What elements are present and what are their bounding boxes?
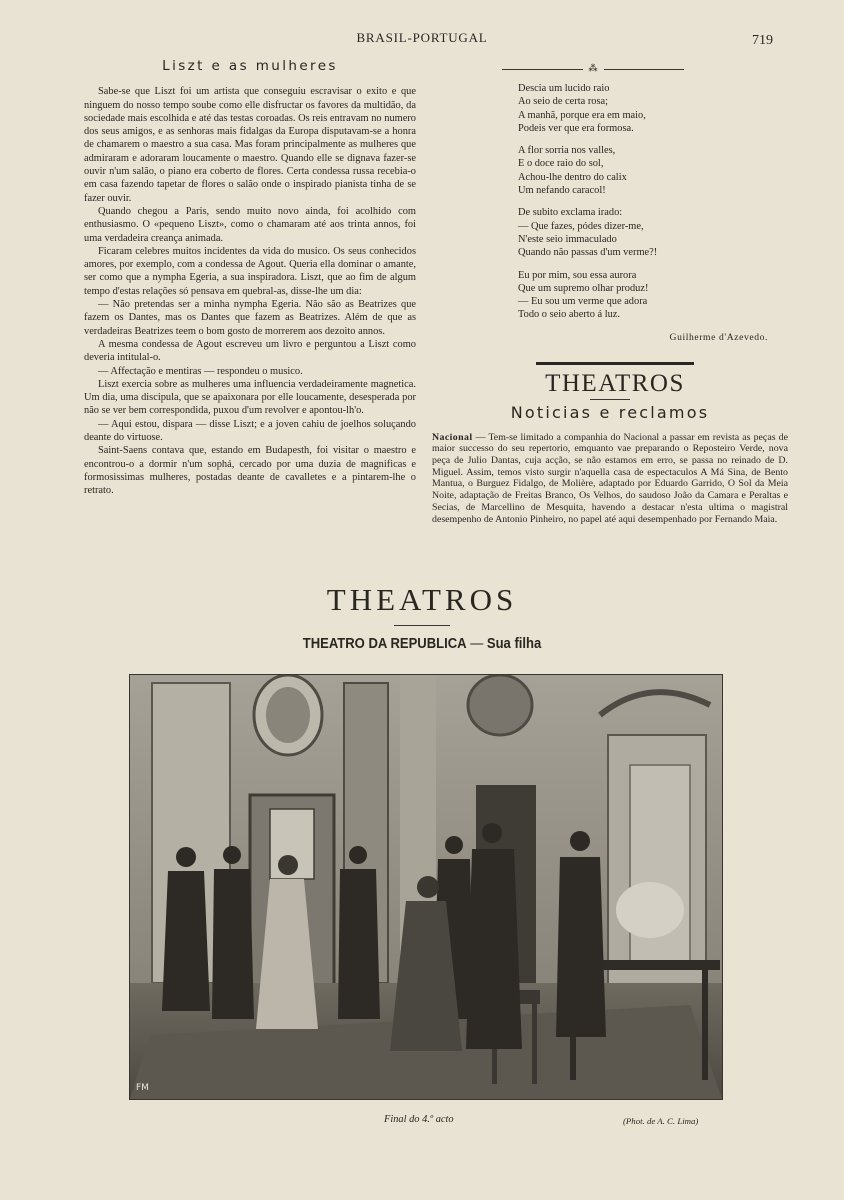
running-head: BRASIL-PORTUGAL xyxy=(356,30,488,45)
poem xyxy=(518,82,788,344)
article-paragraph: Ficaram celebres muitos incidentes da vida do musico. Os seus conhecidos amores, por exemplo, com a condessa de Agout. Queria ella dominar o amante, ser como que a nympha Egeria, a sua inspiradora. Liszt, que ao fim de algum tempo d'estas relações só pensava em quebral-as, disse-lhe um dia: xyxy=(84,245,416,297)
poem-line: — Eu sou um verme que adora xyxy=(518,296,648,308)
poem-line: De subito exclama irado: xyxy=(518,207,623,219)
page-number: 719 xyxy=(752,33,773,48)
section-subheading: Noticias e reclamos xyxy=(510,403,710,423)
subtitle-dash: — xyxy=(466,636,487,652)
divider xyxy=(590,399,630,400)
section-heading: THEATROS xyxy=(545,370,685,398)
stage-scene-image xyxy=(130,675,722,1099)
poem-line: E o doce raio do sol, xyxy=(518,158,604,170)
poem-stanza xyxy=(518,269,788,322)
article-paragraph: — Affectação e mentiras — respondeu o musico. xyxy=(98,365,303,377)
play-name: Sua filha xyxy=(486,636,542,652)
stage-photograph xyxy=(129,674,723,1100)
right-column xyxy=(432,64,788,525)
news-lead: Nacional xyxy=(432,431,473,443)
liszt-article xyxy=(84,60,416,498)
section-rule xyxy=(536,362,694,365)
article-paragraph: — Aqui estou, dispara — disse Liszt; e a joven cahiu de joelhos soluçando deante do virtuose. xyxy=(84,418,416,444)
news-body: — Tem-se limitado a companhia do Nacional a passar em revista as peças de maior successo do seu repertorio, emquanto vae preparando o Reposteiro Verde, nova peça de Julio Dantas, cuja acção, se não estamos em erro, se passa no reinado de D. Miguel. Assim, temos visto surgir n'aquella casa de espectaculos A Má Sina, de Bento Mantua, o Burguez Fidalgo, de Molière, adaptado por Eduardo Garrido, O Sol da Meia Noite, adaptação de Freitas Branco, Os Velhos, do saudoso João da Camara e Peraltas e Secias, de Marcellino de Mesquita, havendo a destacar n'esta ultima o magistral desempenho de Antonio Pinheiro, no papel até aqui desempenhado por Fernando Maia. xyxy=(432,431,788,525)
poem-line: A flor sorria nos valles, xyxy=(518,145,616,157)
divider xyxy=(394,625,450,626)
poem-line: A manhã, porque era em maio, xyxy=(518,109,646,121)
poem-author: Guilherme d'Azevedo. xyxy=(669,331,768,343)
article-paragraph: Liszt exercia sobre as mulheres uma influencia verdadeiramente magnetica. Um dia, uma discipula, que se apaixonara por elle loucamente, desesperada por não se ver bem correspondida, puxou d'um revolver e apontou-lh'o. xyxy=(84,378,416,417)
poem-stanza xyxy=(518,82,788,135)
article-paragraph: — Não pretendas ser a minha nympha Egeria. Não são as Beatrizes que fazem os Dantes, mas os Dantes que fazem as Beatrizes. Além de que as verdadeiras Beatrizes teem o bom gosto de morrerem aos dezoito annos. xyxy=(84,299,416,337)
poem-line: Podeis ver que era formosa. xyxy=(518,122,634,134)
ornamental-divider xyxy=(502,64,684,74)
article-paragraph: Quando chegou a Paris, sendo muito novo ainda, foi acolhido com enthusiasmo. O «pequeno Liszt», como o chamaram até aos trinta annos, foi uma verdadeira creança animada. xyxy=(84,205,416,244)
feature-title: THEATROS xyxy=(326,582,518,617)
poem-stanza xyxy=(518,144,788,197)
poem-line: Ao seio de certa rosa; xyxy=(518,96,609,108)
theatre-name: THEATRO DA REPUBLICA xyxy=(302,636,467,652)
poem-line: Que um supremo olhar produz! xyxy=(518,282,649,294)
poem-line: Todo o seio aberto á luz. xyxy=(518,309,620,321)
article-paragraph: Saint-Saens contava que, estando em Budapesth, foi visitar o maestro e encontrou-o a dormir n'um sophá, cercado por uma duzia de magnificas e formosissimas mulheres, postadas deante de cavalletes e a pintarem-lhe o retrato. xyxy=(84,445,416,497)
photo-caption: Final do 4.º acto xyxy=(384,1114,454,1125)
feature-subtitle xyxy=(42,636,802,652)
poem-line: N'este seio immaculado xyxy=(518,233,617,245)
poem-line: — Que fazes, pódes dizer-me, xyxy=(518,220,644,232)
news-item xyxy=(432,432,788,526)
article-paragraph: Sabe-se que Liszt foi um artista que conseguiu escravisar o exito e que ninguem do nosso tempo soube como elle disfructar os favores da multidão, da sociedade mais escolhida e até das testas coroadas. Os reis entravam no numero dos seus amigos, e as senhoras mais fidalgas da Europa disputavam-se a honra de chamarem o maestro a sua casa. Mas foram principalmente as mulheres que admiraram e adoraram loucamente o maestro. Quando elle se dignava fazer-se ouvir n'um salão, o piano era coberto de flores. Certa condessa russa recebia-o em casa fazendo tapetar de flores o salão onde o inspirado pianista tinha de se fazer ouvir. xyxy=(84,86,416,204)
poem-line: Quando não passas d'um verme?! xyxy=(518,247,658,259)
photo-monogram: FM xyxy=(136,1083,149,1093)
poem-line: Eu por mim, sou essa aurora xyxy=(518,269,637,281)
photo-credit: (Phot. de A. C. Lima) xyxy=(623,1116,699,1126)
poem-line: Um nefando caracol! xyxy=(518,185,606,197)
poem-line: Descia um lucido raio xyxy=(518,83,610,94)
article-title: Liszt e as mulheres xyxy=(162,58,338,74)
fleuron-icon: ⁂ xyxy=(588,63,598,74)
article-paragraph: A mesma condessa de Agout escreveu um livro e perguntou a Liszt como deveria intitulal-o. xyxy=(84,338,416,364)
poem-stanza xyxy=(518,206,788,259)
poem-line: Achou-lhe dentro do calix xyxy=(518,171,627,183)
